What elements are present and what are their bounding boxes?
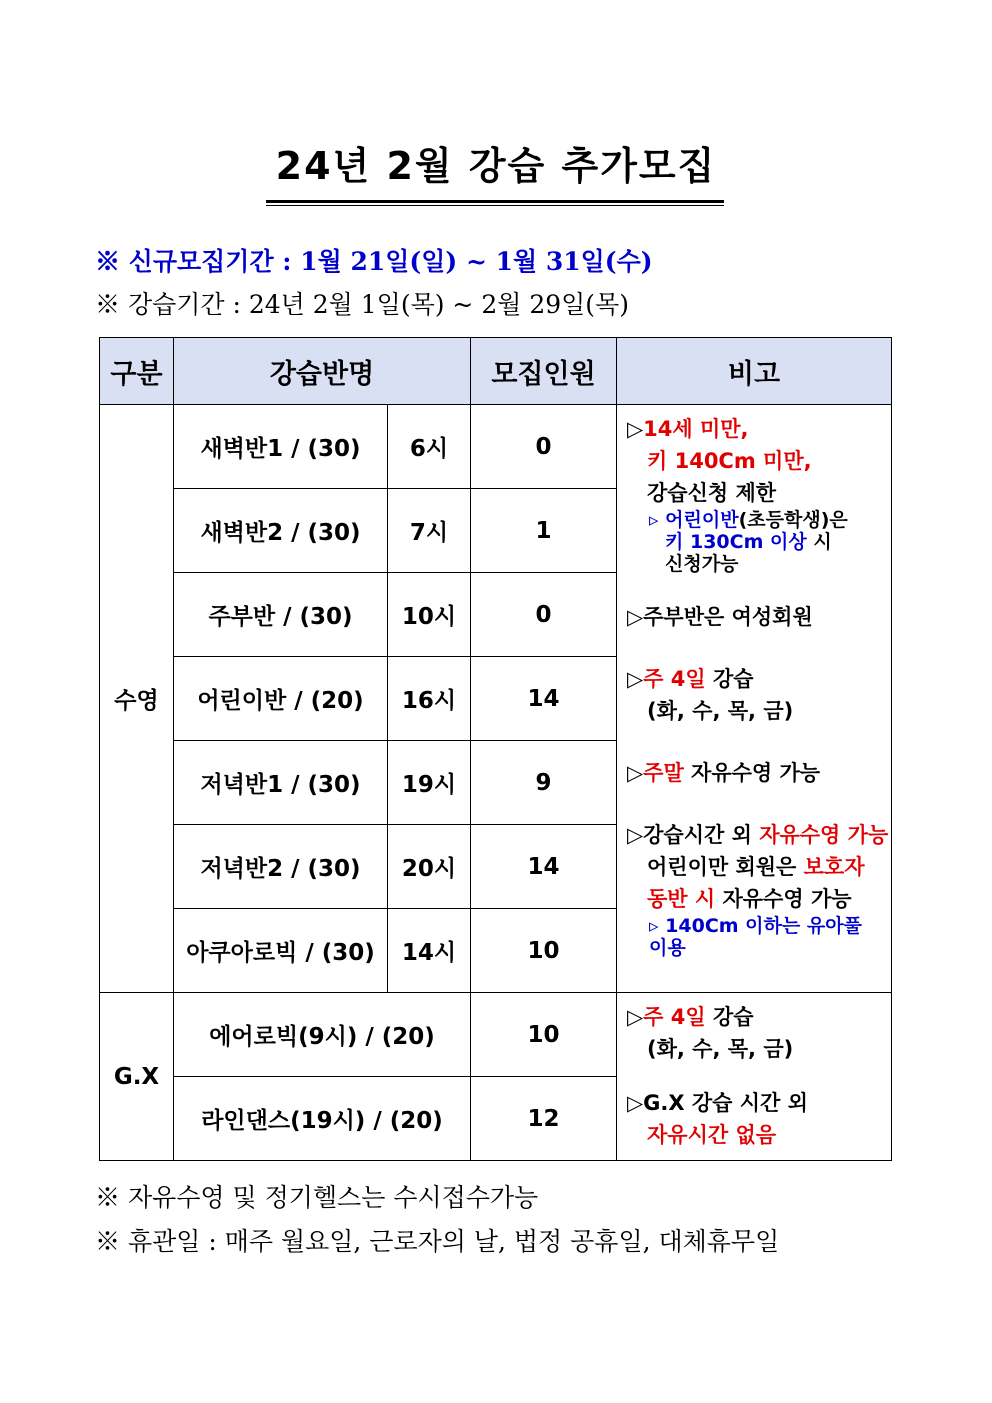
class-name: 어린이반 / (20) — [174, 657, 388, 741]
class-time: 19시 — [388, 741, 471, 825]
table-row — [100, 405, 892, 489]
class-time: 10시 — [388, 573, 471, 657]
class-name: 아쿠아로빅 / (30) — [174, 909, 388, 993]
class-name: 저녁반1 / (30) — [174, 741, 388, 825]
page-title: 24년 2월 강습 추가모집 — [275, 144, 717, 188]
table-header-row — [100, 338, 892, 405]
class-name: 에어로빅(9시) / (20) — [174, 993, 471, 1077]
class-count: 14 — [471, 825, 617, 909]
class-count: 10 — [471, 909, 617, 993]
header-class: 강습반명 — [174, 338, 471, 405]
class-count: 0 — [471, 573, 617, 657]
class-count: 14 — [471, 657, 617, 741]
class-name: 라인댄스(19시) / (20) — [174, 1077, 471, 1161]
arrow-icon: ▷ — [627, 667, 644, 691]
category-gx: G.X — [100, 993, 174, 1161]
footer-note-1: ※ 자유수영 및 정기헬스는 수시접수가능 — [95, 1183, 539, 1212]
class-name: 주부반 / (30) — [174, 573, 388, 657]
class-count: 9 — [471, 741, 617, 825]
swim-remarks: ▷14세 미만, 키 140Cm 미만, 강습신청 제한 ▹ 어린이반(초등학생)은 키 130Cm 이상 시 신청가능 ▷주부반은 여성회원 ▷주 4일 강습 (화, 수, 목, 금) ▷주말 자유수영 가능 ▷강습시간 외 자유수영 가능 어린이만 회원은 보호자 동반 시 자유수영 가능 ▹ 140Cm 이하는 유아풀 이용 — [617, 405, 892, 993]
class-period: ※ 강습기간 : 24년 2월 1일(목) ~ 2월 29일(목) — [95, 290, 629, 319]
class-table — [99, 337, 892, 1161]
class-count: 1 — [471, 489, 617, 573]
table-row — [100, 993, 892, 1077]
class-time: 16시 — [388, 657, 471, 741]
class-time: 7시 — [388, 489, 471, 573]
footer-note-2: ※ 휴관일 : 매주 월요일, 근로자의 날, 법정 공휴일, 대체휴무일 — [95, 1227, 780, 1256]
header-category: 구분 — [100, 338, 174, 405]
class-name: 새벽반2 / (30) — [174, 489, 388, 573]
class-time: 14시 — [388, 909, 471, 993]
header-remarks: 비고 — [617, 338, 892, 405]
class-time: 6시 — [388, 405, 471, 489]
arrow-icon: ▷ — [627, 1005, 644, 1029]
class-time: 20시 — [388, 825, 471, 909]
header-count: 모집인원 — [471, 338, 617, 405]
class-count: 10 — [471, 993, 617, 1077]
gx-remarks: ▷주 4일 강습 (화, 수, 목, 금) ▷G.X 강습 시간 외 자유시간 없음 — [617, 993, 892, 1161]
class-count: 0 — [471, 405, 617, 489]
arrow-icon: ▷ — [627, 417, 644, 441]
class-name: 새벽반1 / (30) — [174, 405, 388, 489]
class-name: 저녁반2 / (30) — [174, 825, 388, 909]
recruit-period: ※ 신규모집기간 : 1월 21일(일) ~ 1월 31일(수) — [95, 247, 653, 276]
class-count: 12 — [471, 1077, 617, 1161]
title-underline-thin — [266, 205, 724, 206]
title-underline — [266, 200, 724, 203]
arrow-icon: ▷ — [627, 761, 644, 785]
small-arrow-icon: ▹ — [649, 509, 659, 531]
category-swim: 수영 — [100, 405, 174, 993]
